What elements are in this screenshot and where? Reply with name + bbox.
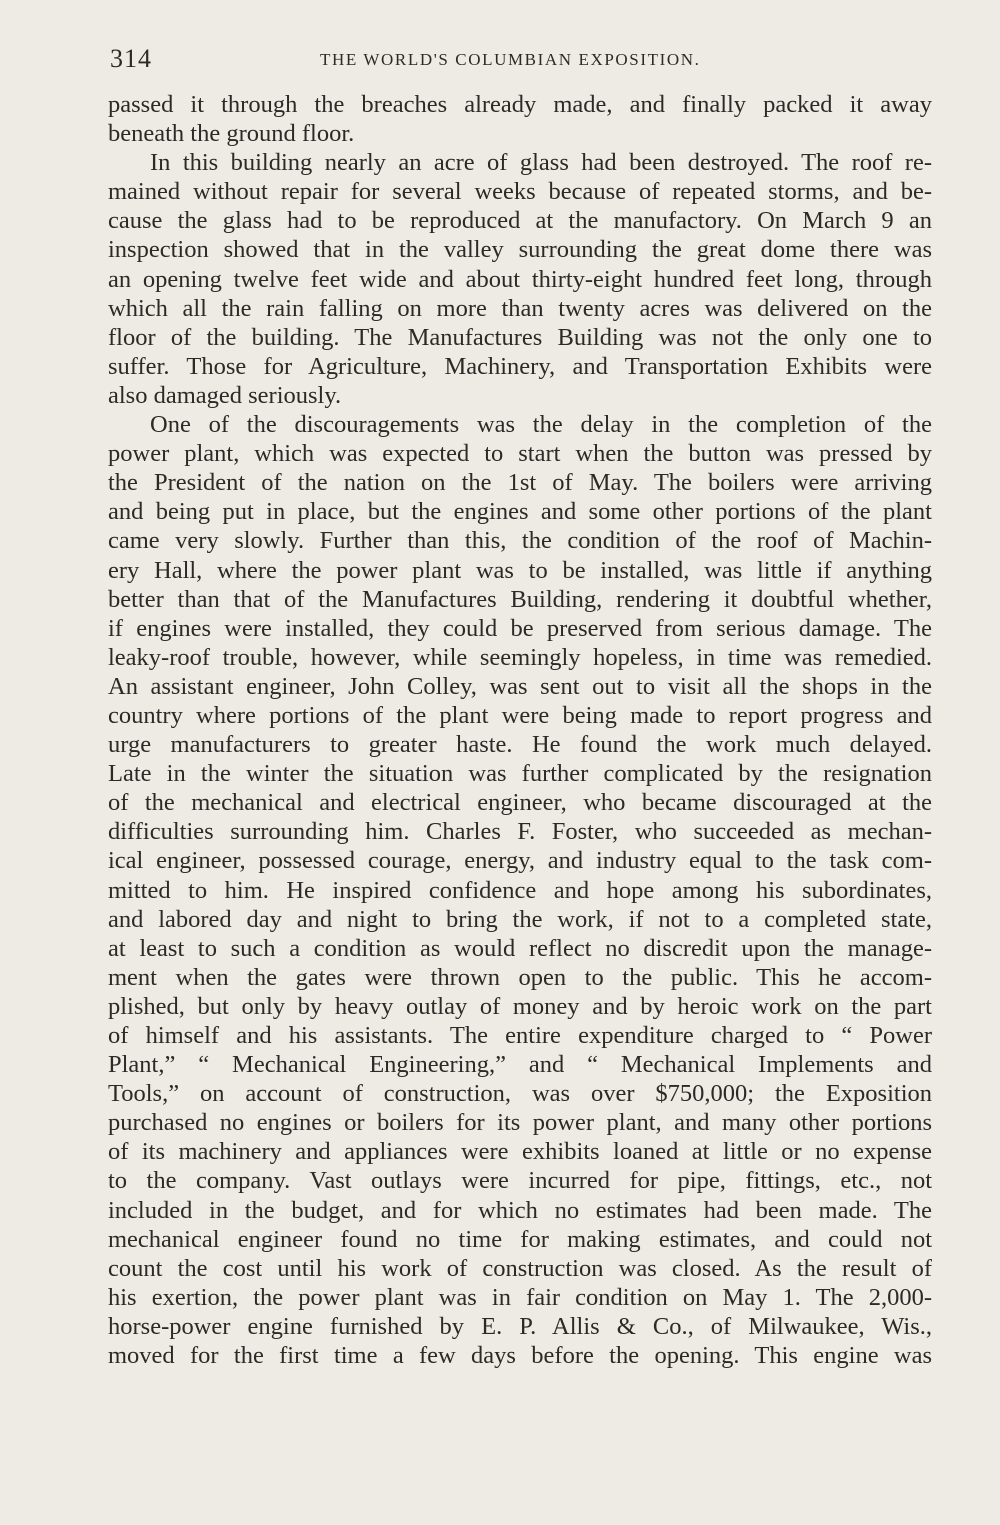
paragraph — [108, 90, 932, 148]
paragraph — [108, 410, 932, 1370]
text-line: if engines were installed, they could be preserved from serious damage. The — [108, 614, 932, 642]
text-line: ical engineer, possessed courage, energy, and industry equal to the task com- — [108, 847, 932, 875]
text-line: difficulties surrounding him. Charles F. Foster, who succeeded as mechan- — [108, 818, 932, 846]
page-number: 314 — [110, 44, 152, 73]
text-line: also damaged seriously. — [108, 381, 342, 409]
text-line: power plant, which was expected to start when the button was pressed by — [108, 440, 932, 468]
text-line: included in the budget, and for which no estimates had been made. The — [108, 1196, 932, 1224]
text-line: In this building nearly an acre of glass had been destroyed. The roof re- — [150, 149, 932, 177]
page-header — [110, 44, 935, 74]
text-line: which all the rain falling on more than twenty acres was delivered on the — [108, 294, 932, 322]
text-line: better than that of the Manufactures Building, rendering it doubtful whether, — [108, 585, 932, 613]
text-line: mechanical engineer found no time for making estimates, and could not — [108, 1225, 932, 1253]
text-line: of himself and his assistants. The entire expenditure charged to “ Power — [108, 1022, 932, 1049]
text-line: ment when the gates were thrown open to the public. This he accom- — [108, 963, 932, 991]
text-line: his exertion, the power plant was in fair condition on May 1. The 2,000- — [108, 1283, 932, 1311]
text-line: One of the discouragements was the delay in the completion of the — [150, 411, 932, 439]
text-line: An assistant engineer, John Colley, was sent out to visit all the shops in the — [108, 672, 932, 700]
text-line: urge manufacturers to greater haste. He found the work much delayed. — [108, 731, 932, 759]
text-line: passed it through the breaches already made, and finally packed it away — [108, 91, 932, 118]
text-line: to the company. Vast outlays were incurred for pipe, fittings, etc., not — [108, 1167, 932, 1195]
text-line: the President of the nation on the 1st of May. The boilers were arriving — [108, 469, 932, 497]
text-line: mitted to him. He inspired confidence and hope among his subordinates, — [108, 876, 932, 904]
text-line: mained without repair for several weeks because of repeated storms, and be- — [108, 178, 932, 206]
body-text — [108, 90, 932, 1370]
text-line: plished, but only by heavy outlay of money and by heroic work on the part — [108, 992, 932, 1020]
text-line: ery Hall, where the power plant was to be installed, was little if anything — [108, 556, 932, 584]
text-line: purchased no engines or boilers for its power plant, and many other portions — [108, 1109, 932, 1137]
running-head: THE WORLD'S COLUMBIAN EXPOSITION. — [320, 50, 701, 69]
text-line: beneath the ground floor. — [108, 120, 355, 148]
text-line: of its machinery and appliances were exhibits loaned at little or no expense — [108, 1138, 932, 1166]
text-line: horse-power engine furnished by E. P. Allis & Co., of Milwaukee, Wis., — [108, 1312, 932, 1340]
text-line: of the mechanical and electrical engineer, who became discouraged at the — [108, 789, 932, 817]
text-line: moved for the first time a few days before the opening. This engine was — [108, 1342, 932, 1370]
text-line: leaky-roof trouble, however, while seemingly hopeless, in time was remedied. — [108, 643, 932, 671]
text-line: floor of the building. The Manufactures Building was not the only one to — [108, 323, 932, 351]
text-line: and being put in place, but the engines and some other portions of the plant — [108, 498, 932, 526]
text-line: at least to such a condition as would reflect no discredit upon the manage- — [108, 934, 932, 962]
text-line: came very slowly. Further than this, the condition of the roof of Machin- — [108, 527, 932, 555]
text-line: cause the glass had to be reproduced at the manufactory. On March 9 an — [108, 207, 932, 235]
text-line: country where portions of the plant were being made to report progress and — [108, 701, 932, 729]
paragraph — [108, 148, 932, 410]
text-line: an opening twelve feet wide and about thirty-eight hundred feet long, through — [108, 265, 932, 293]
text-line: Plant,” “ Mechanical Engineering,” and “ Mechanical Implements and — [108, 1051, 932, 1079]
text-line: suffer. Those for Agriculture, Machinery, and Transportation Exhibits were — [108, 352, 932, 380]
text-line: inspection showed that in the valley surrounding the great dome there was — [108, 236, 932, 264]
text-line: and labored day and night to bring the work, if not to a completed state, — [108, 905, 932, 933]
text-line: count the cost until his work of construction was closed. As the result of — [108, 1254, 932, 1282]
text-line: Tools,” on account of construction, was over $750,000; the Exposition — [108, 1080, 932, 1108]
text-line: Late in the winter the situation was further complicated by the resignation — [108, 760, 932, 788]
